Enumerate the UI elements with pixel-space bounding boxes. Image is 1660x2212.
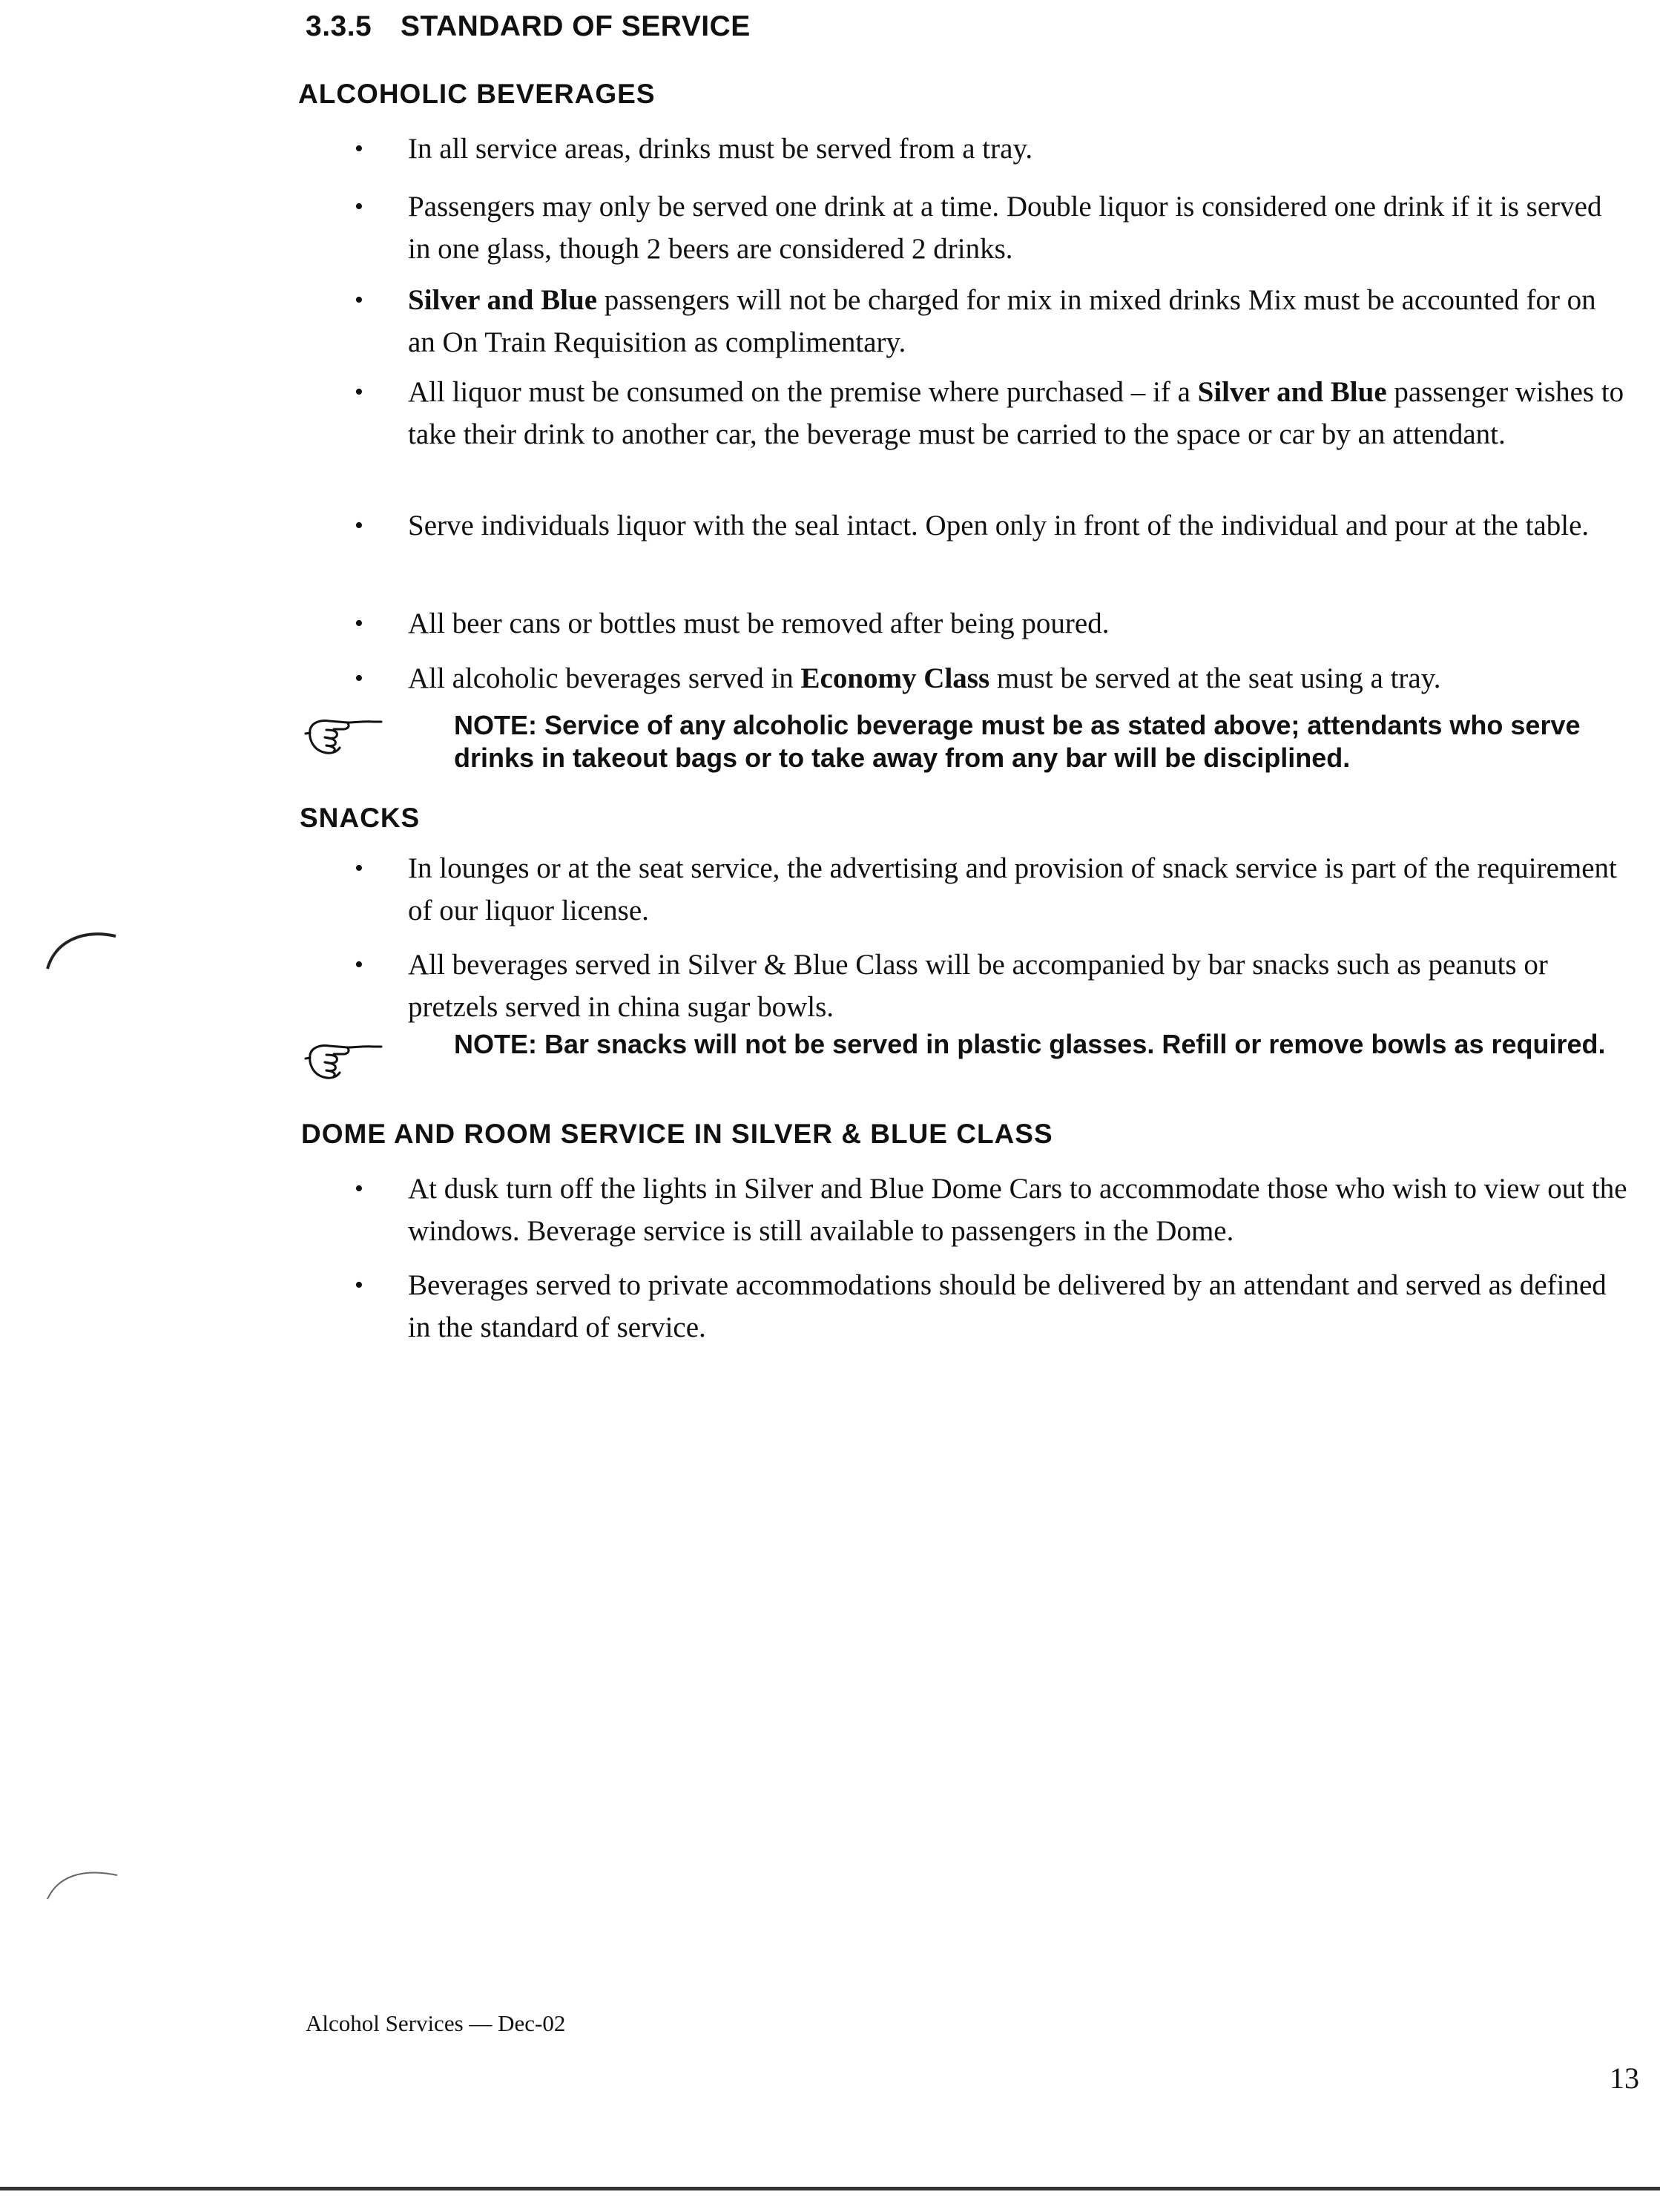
bullet-glyph: • (355, 135, 363, 162)
note-alcoholic-service: NOTE: Service of any alcoholic beverage must be as stated above; attendants who serve drinks in takeout bags or to take away from any bar will be disciplined. (454, 710, 1581, 773)
pointing-hand-icon (304, 1038, 386, 1083)
list-item (355, 504, 1630, 547)
list-item-text: In all service areas, drinks must be served from a tray. (408, 133, 1033, 165)
heading-dome-room-service: DOME AND ROOM SERVICE IN SILVER & BLUE CLASS (301, 1119, 1053, 1149)
list-item-bold: Silver and Blue (408, 284, 598, 316)
list-item (355, 657, 1630, 700)
section-number: 3.3.5 (306, 10, 372, 42)
pointing-hand-icon (304, 714, 386, 758)
list-item-text: At dusk turn off the lights in Silver and Blue Dome Cars to accommodate those who wish to view out the windows. Beverage service is still available to passengers in the Dome. (408, 1173, 1627, 1247)
list-item-bold: Economy Class (800, 662, 990, 694)
list-item-text: Passengers may only be served one drink at a time. Double liquor is considered one drink if it is served in one glass, though 2 beers are considered 2 drinks. (408, 191, 1602, 265)
section-title-text: STANDARD OF SERVICE (401, 10, 751, 42)
bullet-glyph: • (355, 1271, 363, 1299)
list-item (355, 944, 1630, 1028)
list-item-text: passengers will not be charged for mix in mixed drinks Mix must be accounted for on an On Train Requisition as complimentary. (408, 284, 1596, 358)
list-item-text: passenger wishes to take their drink to another car, the beverage must be carried to the space or car by an attendant. (408, 376, 1624, 450)
list-item (355, 371, 1630, 455)
bullet-glyph: • (355, 378, 363, 406)
bullet-glyph: • (355, 951, 363, 978)
bullet-glyph: • (355, 286, 363, 314)
bullet-glyph: • (355, 855, 363, 882)
bullet-glyph: • (355, 610, 363, 637)
list-item-text-pre: All liquor must be consumed on the premise where purchased – if a (408, 376, 1198, 408)
binder-hole-arc (45, 920, 126, 972)
footer-label: Alcohol Services — Dec-02 (306, 2010, 566, 2036)
list-item-text-pre: All alcoholic beverages served in (408, 662, 801, 694)
list-item-text: must be served at the seat using a tray. (989, 662, 1441, 694)
section-title (306, 10, 751, 43)
list-item (355, 185, 1630, 270)
bullet-glyph: • (355, 665, 363, 692)
list-item (355, 1264, 1630, 1349)
list-item (355, 847, 1630, 932)
bullet-glyph: • (355, 193, 363, 220)
heading-alcoholic-beverages: ALCOHOLIC BEVERAGES (298, 79, 656, 109)
list-item-text: All beverages served in Silver & Blue Class will be accompanied by bar snacks such as peanuts or pretzels served in china sugar bowls. (408, 949, 1548, 1023)
list-item-text: All beer cans or bottles must be removed after being poured. (408, 608, 1110, 639)
list-item-text: Beverages served to private accommodations should be delivered by an attendant and served as defined in the standard of service. (408, 1269, 1607, 1343)
list-item (355, 602, 1630, 645)
bullet-glyph: • (355, 512, 363, 539)
list-item (355, 128, 1630, 170)
page-number: 13 (1610, 2061, 1639, 2095)
list-item (355, 1168, 1630, 1252)
heading-snacks: SNACKS (300, 803, 421, 833)
note-bar-snacks: NOTE: Bar snacks will not be served in plastic glasses. Refill or remove bowls as required. (454, 1029, 1606, 1059)
binder-hole-arc (45, 1854, 126, 1906)
list-item-bold: Silver and Blue (1197, 376, 1387, 408)
list-item-text: In lounges or at the seat service, the advertising and provision of snack service is part of the requirement of our liquor license. (408, 852, 1617, 926)
bullet-glyph: • (355, 1175, 363, 1202)
bottom-rule (0, 2187, 1660, 2190)
list-item-text: Serve individuals liquor with the seal intact. Open only in front of the individual and pour at the table. (408, 510, 1590, 542)
list-item (355, 279, 1630, 363)
